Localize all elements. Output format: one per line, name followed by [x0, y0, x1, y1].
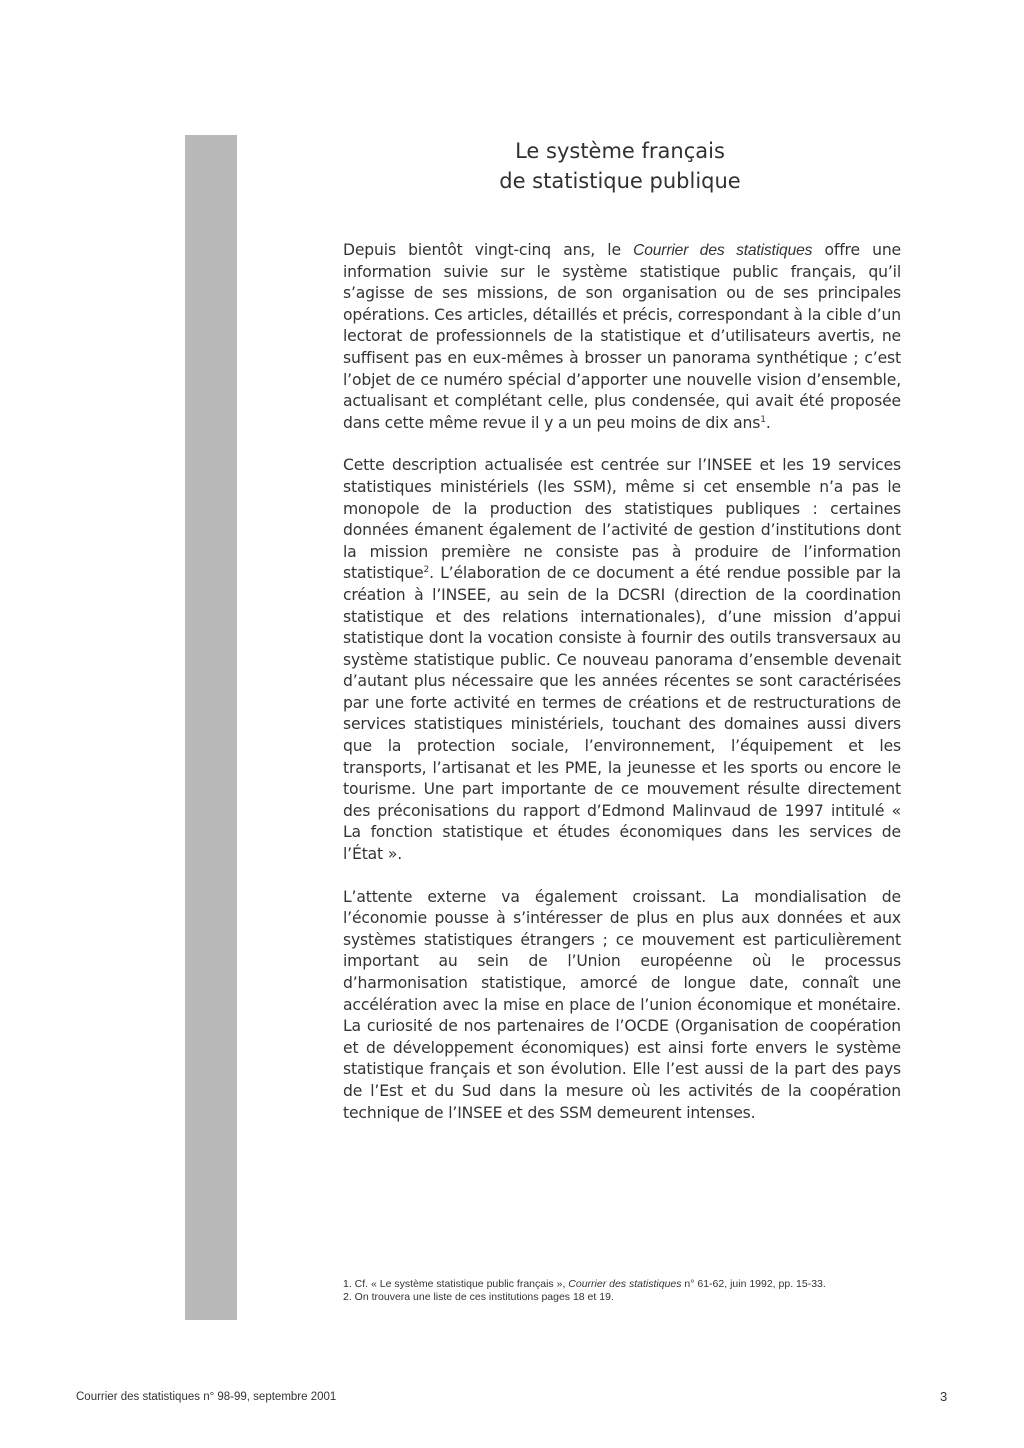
page-number: 3: [940, 1389, 948, 1404]
article-body: [343, 240, 901, 1145]
footer-publication: Courrier des statistiques n° 98-99, septembre 2001: [76, 1391, 337, 1403]
footnote-ref-2: 2: [423, 565, 430, 576]
footnote-1-start: 1. Cf. « Le système statistique public français »,: [343, 1278, 569, 1290]
paragraph-1-start: Depuis bientôt vingt-cinq ans, le: [343, 241, 634, 259]
footnote-ref-1: 1: [760, 414, 766, 425]
footnotes: [343, 1278, 913, 1303]
paragraph-1-end: .: [765, 413, 771, 432]
footnote-2: 2. On trouvera une liste de ces institutions pages 18 et 19.: [343, 1290, 614, 1303]
footnote-1-journal: Courrier des statistiques: [568, 1278, 682, 1290]
paragraph-2-start: Cette description actualisée est centrée sur l’INSEE et les 19 services statistiques ministériels (les SSM), même si cet ensemble n’a pas le monopole de la production des statistiques publiques : certaines données émanent également de l’activité de gestion d’institutions dont la mission première ne consiste pas à produire de l’information statistique: [343, 456, 901, 583]
title-line-1: Le système français: [515, 139, 725, 163]
paragraph-1-text: offre une information suivie sur le système statistique public français, qu’il s’agisse de ses missions, de son organisation ou de ses principales opérations. Ces articles, détaillés et précis, correspondant à la cible d’un lectorat de professionnels de la statistique et d’utilisateurs avertis, ne suffisent pas en eux-mêmes à brosser un panorama synthétique ; c’est l’objet de ce numéro spécial d’apporter une nouvelle vision d’ensemble, actualisant et complétant celle, plus condensée, qui avait été proposée dans cette même revue il y a un peu moins de dix ans: [343, 241, 901, 432]
paragraph-2-text: . L’élaboration de ce document a été rendue possible par la création à l’INSEE, au sein de la DCSRI (direction de la coordination statistique et des relations internationales), d’une mission d’appui statistique dont la vocation consiste à fournir des outils transversaux au système statistique public. Ce nouveau panorama d’ensemble devenait d’autant plus nécessaire que les années récentes se sont caractérisées par une forte activité en termes de créations et de restructurations de services statistiques ministériels, touchant des domaines aussi divers que la protection sociale, l’environnement, l’équipement et les transports, l’artisanat et les PME, la jeunesse et les sports ou encore le tourisme. Une part importante de ce mouvement résulte directement des préconisations du rapport d’Edmond Malinvaud de 1997 intitulé « La fonction statistique et études économiques dans les services de l’État ».: [343, 564, 901, 864]
decorative-side-band: [185, 135, 237, 1320]
paragraph-3: L’attente externe va également croissant. La mondialisation de l’économie pousse à s’intéresser de plus en plus aux données et aux systèmes statistiques étrangers ; ce mouvement est particulièrement important au sein de l’Union européenne où le processus d’harmonisation statistique, amorcé de longue date, connaît une accélération avec la mise en place de l’union économique et monétaire. La curiosité de nos partenaires de l’OCDE (Organisation de coopération et de développement économiques) est ainsi forte envers le système statistique français et son évolution. Elle l’est aussi de la part des pays de l’Est et du Sud dans la mesure où les activités de la coopération technique de l’INSEE et des SSM demeurent intenses.: [343, 887, 901, 1122]
page-title: [440, 136, 800, 196]
title-line-2: de statistique publique: [499, 169, 741, 193]
footnote-1: [343, 1278, 913, 1291]
footnote-1-end: n° 61-62, juin 1992, pp. 15-33.: [681, 1278, 826, 1290]
paragraph-1: [343, 240, 901, 434]
journal-title: Courrier des statistiques: [633, 242, 813, 259]
paragraph-2: [343, 455, 901, 865]
